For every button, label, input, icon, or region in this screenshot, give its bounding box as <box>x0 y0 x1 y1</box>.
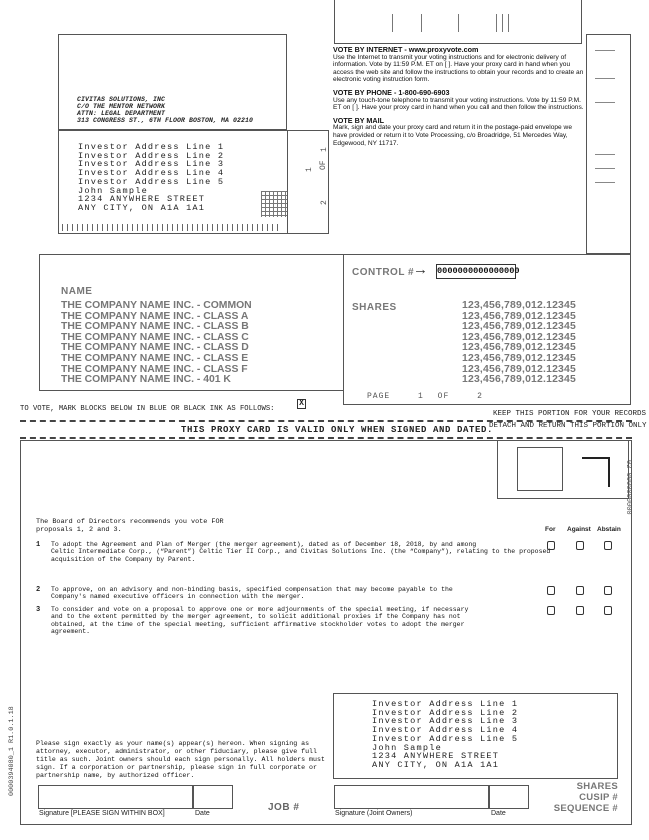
internet-text: Use the Internet to transmit your voting instructions and for electronic delivery of information. Vote by 11:59 P.M. ET on [ ]. Have your proxy card in hand when you access the web site and follow the instructions to obtain your records and to create an electronic voting instruction form. <box>333 53 584 84</box>
company-name: THE COMPANY NAME INC. - CLASS A <box>61 310 249 322</box>
proposal-text <box>51 541 550 563</box>
page-label: PAGE <box>367 392 391 401</box>
investor-line: 1234 ANYWHERE STREET <box>78 194 206 205</box>
mail-text: Mark, sign and date your proxy card and return it in the postage-paid envelope we have provided or return it to Vote Processing, c/o Broadridge, 51 Mercedes Way, Edgewood, NY 11717. <box>333 124 572 147</box>
share-amount: 123,456,789,012.12345 <box>462 310 576 322</box>
company-name: THE COMPANY NAME INC. - CLASS D <box>61 342 249 354</box>
share-amount: 123,456,789,012.12345 <box>462 352 576 364</box>
company-list <box>61 301 252 386</box>
form-code: 0000394080_1 R1.0.1.18 <box>8 706 16 796</box>
proposal-line: To consider and vote on a proposal to approve one or more adjournments of the special meeting, if necessary <box>51 606 469 613</box>
right-id-labels <box>540 781 618 814</box>
sender-line: ATTN: LEGAL DEPARTMENT <box>77 110 166 117</box>
scan-inner-box <box>517 447 563 491</box>
cut-line-bottom <box>20 437 632 439</box>
investor-line: 1234 ANYWHERE STREET <box>372 751 500 762</box>
right-strip-marks <box>595 50 615 185</box>
corner-mark <box>582 457 610 487</box>
postal-barcode <box>62 224 282 231</box>
mark-example: X <box>297 399 306 409</box>
proposal-2-for-checkbox[interactable] <box>547 586 555 595</box>
proposal-1-against-checkbox[interactable] <box>576 541 584 550</box>
signature-label: Signature [PLEASE SIGN WITHIN BOX] <box>39 810 165 817</box>
board-recommendation <box>36 518 224 534</box>
proposal-3-abstain-checkbox[interactable] <box>604 606 612 615</box>
sign-line: partnership name, by authorized officer. <box>36 772 195 780</box>
joint-signature-box[interactable] <box>334 785 489 809</box>
internet-title: VOTE BY INTERNET - www.proxyvote.com <box>333 45 479 54</box>
shares-list <box>462 301 576 386</box>
investor-line: Investor Address Line 3 <box>78 159 225 170</box>
proposal-line: To approve, on an advisory and non-binding basis, specified compensation that may become payable to the <box>51 586 453 593</box>
investor-line: Investor Address Line 5 <box>372 733 519 744</box>
investor-line: John Sample <box>78 185 148 196</box>
investor-line: Investor Address Line 5 <box>78 176 225 187</box>
page-indicator <box>367 392 483 401</box>
board-line: proposals 1, 2 and 3. <box>36 526 122 534</box>
sign-line: sign. If a corporation or partnership, please sign in full corporate or <box>36 764 317 772</box>
company-name: THE COMPANY NAME INC. - COMMON <box>61 300 252 311</box>
phone-title: VOTE BY PHONE - 1-800-690-6903 <box>333 87 450 97</box>
job-label: JOB # <box>268 802 300 813</box>
investor-line: Investor Address Line 2 <box>78 150 225 161</box>
investor-line: Investor Address Line 4 <box>78 168 225 179</box>
proposal-2-against-checkbox[interactable] <box>576 586 584 595</box>
vote-instructions <box>333 46 587 147</box>
page-mark-of: OF <box>319 160 328 170</box>
investor-line: Investor Address Line 4 <box>372 725 519 736</box>
phone-text: Use any touch-tone telephone to transmit your voting instructions. Vote by 11:59 P.M. ET on [ ]. Have your proxy card in hand when you call and then follow the instructions. <box>333 96 584 112</box>
company-name: THE COMPANY NAME INC. - CLASS E <box>61 352 249 364</box>
proposal-1-for-checkbox[interactable] <box>547 541 555 550</box>
proposal-text <box>51 586 453 601</box>
proposal-line: To adopt the Agreement and Plan of Merger (the merger agreement), dated as of December 18, 2018, by and among <box>51 541 477 548</box>
col-against: Against <box>567 526 591 533</box>
page-mark-b: 1 <box>305 167 314 172</box>
valid-notice: THIS PROXY CARD IS VALID ONLY WHEN SIGNED AND DATED. <box>181 425 494 435</box>
proposal-line: acquisition of the Company by Parent. <box>51 555 196 563</box>
proposal-1-abstain-checkbox[interactable] <box>604 541 612 550</box>
company-name: THE COMPANY NAME INC. - CLASS B <box>61 321 249 333</box>
page-mark-c: 2 <box>320 200 329 205</box>
side-code: 02 0000000000 <box>624 460 632 515</box>
shares-label: SHARES <box>352 302 397 313</box>
sender-line: CIVITAS SOLUTIONS, INC <box>77 96 166 103</box>
investor-line: Investor Address Line 1 <box>372 699 519 709</box>
company-name: THE COMPANY NAME INC. - CLASS C <box>61 331 249 343</box>
keep-portion: KEEP THIS PORTION FOR YOUR RECORDS <box>493 410 647 418</box>
investor-line: Investor Address Line 3 <box>372 716 519 727</box>
proposal-number: 2 <box>36 586 41 594</box>
proposal-line: obtained, at the time of the special meeting, sufficient affirmative stockholder votes to adopt the merger <box>51 620 465 628</box>
share-amount: 123,456,789,012.12345 <box>462 321 576 333</box>
sender-line: 313 CONGRESS ST., 6TH FLOOR BOSTON, MA 02210 <box>77 117 254 124</box>
proposal-line: Company's named executive officers in connection with the merger. <box>51 593 305 601</box>
proposal-2-abstain-checkbox[interactable] <box>604 586 612 595</box>
control-arrow: → <box>413 261 428 278</box>
share-amount: 123,456,789,012.12345 <box>462 363 576 375</box>
proposal-line: Celtic Intermediate Corp., (“Parent”) Celtic Tier II Corp., and Civitas Solutions Inc. (the “Company”), relating to the proposed <box>51 548 551 556</box>
proposal-line: agreement. <box>51 628 91 636</box>
investor-address-bottom <box>372 700 518 770</box>
share-amount: 123,456,789,012.12345 <box>462 342 576 354</box>
page-mark-a: 1 <box>320 147 329 152</box>
name-label: NAME <box>61 286 93 297</box>
investor-line: ANY CITY, ON A1A 1A1 <box>372 759 500 770</box>
proposal-text <box>51 606 468 636</box>
sender-line: C/O THE MENTOR NETWORK <box>77 103 166 110</box>
investor-window-divider <box>287 130 288 234</box>
barcode-grid <box>261 191 287 217</box>
control-number: 0000000000000000 <box>436 264 516 279</box>
sign-line: Please sign exactly as your name(s) appear(s) hereon. When signing as <box>36 740 310 747</box>
detach-notice: DETACH AND RETURN THIS PORTION ONLY <box>489 422 647 430</box>
holdings-top-line <box>39 254 631 255</box>
joint-signature-label: Signature (Joint Owners) <box>335 810 413 817</box>
proposal-3-for-checkbox[interactable] <box>547 606 555 615</box>
company-name: THE COMPANY NAME INC. - CLASS F <box>61 363 248 375</box>
col-for: For <box>545 526 556 533</box>
proposal-number: 1 <box>36 541 41 549</box>
sequence-label: SEQUENCE # <box>553 803 618 814</box>
sender-address <box>77 96 253 124</box>
joint-date-label: Date <box>491 810 506 817</box>
share-amount: 123,456,789,012.12345 <box>462 374 576 386</box>
board-line: The Board of Directors recommends you vote FOR <box>36 518 224 526</box>
proposal-3-against-checkbox[interactable] <box>576 606 584 615</box>
mail-title: VOTE BY MAIL <box>333 115 384 125</box>
investor-line: ANY CITY, ON A1A 1A1 <box>78 202 206 213</box>
company-name: THE COMPANY NAME INC. - 401 K <box>61 374 231 386</box>
date-label: Date <box>195 810 210 817</box>
sign-instructions <box>36 740 325 780</box>
page-total: 2 <box>477 392 483 401</box>
proposal-number: 3 <box>36 606 41 614</box>
signature-box[interactable] <box>38 785 193 809</box>
date-box[interactable] <box>193 785 233 809</box>
sign-line: attorney, executor, administrator, or other fiduciary, please give full <box>36 748 317 756</box>
investor-line: Investor Address Line 1 <box>78 142 225 152</box>
share-amount: 123,456,789,012.12345 <box>462 331 576 343</box>
control-label: CONTROL # <box>352 267 415 278</box>
proposal-line: and to the extent permitted by the merger agreement, to solicit additional proxies if the Company has not <box>51 613 461 621</box>
investor-line: Investor Address Line 2 <box>372 707 519 718</box>
sign-line: title as such. Joint owners should each sign personally. All holders must <box>36 756 325 764</box>
investor-line: John Sample <box>372 742 442 753</box>
share-amount: 123,456,789,012.12345 <box>462 300 576 311</box>
joint-date-box[interactable] <box>489 785 529 809</box>
top-barcode-marks <box>392 14 522 32</box>
col-abstain: Abstain <box>597 526 621 533</box>
cusip-label: CUSIP # <box>579 792 618 803</box>
page-number: 1 <box>418 392 424 401</box>
shares-id-label: SHARES <box>576 781 618 792</box>
page-of: OF <box>437 392 450 401</box>
investor-address-top <box>78 143 224 213</box>
mark-instructions: TO VOTE, MARK BLOCKS BELOW IN BLUE OR BLACK INK AS FOLLOWS: <box>20 405 275 413</box>
